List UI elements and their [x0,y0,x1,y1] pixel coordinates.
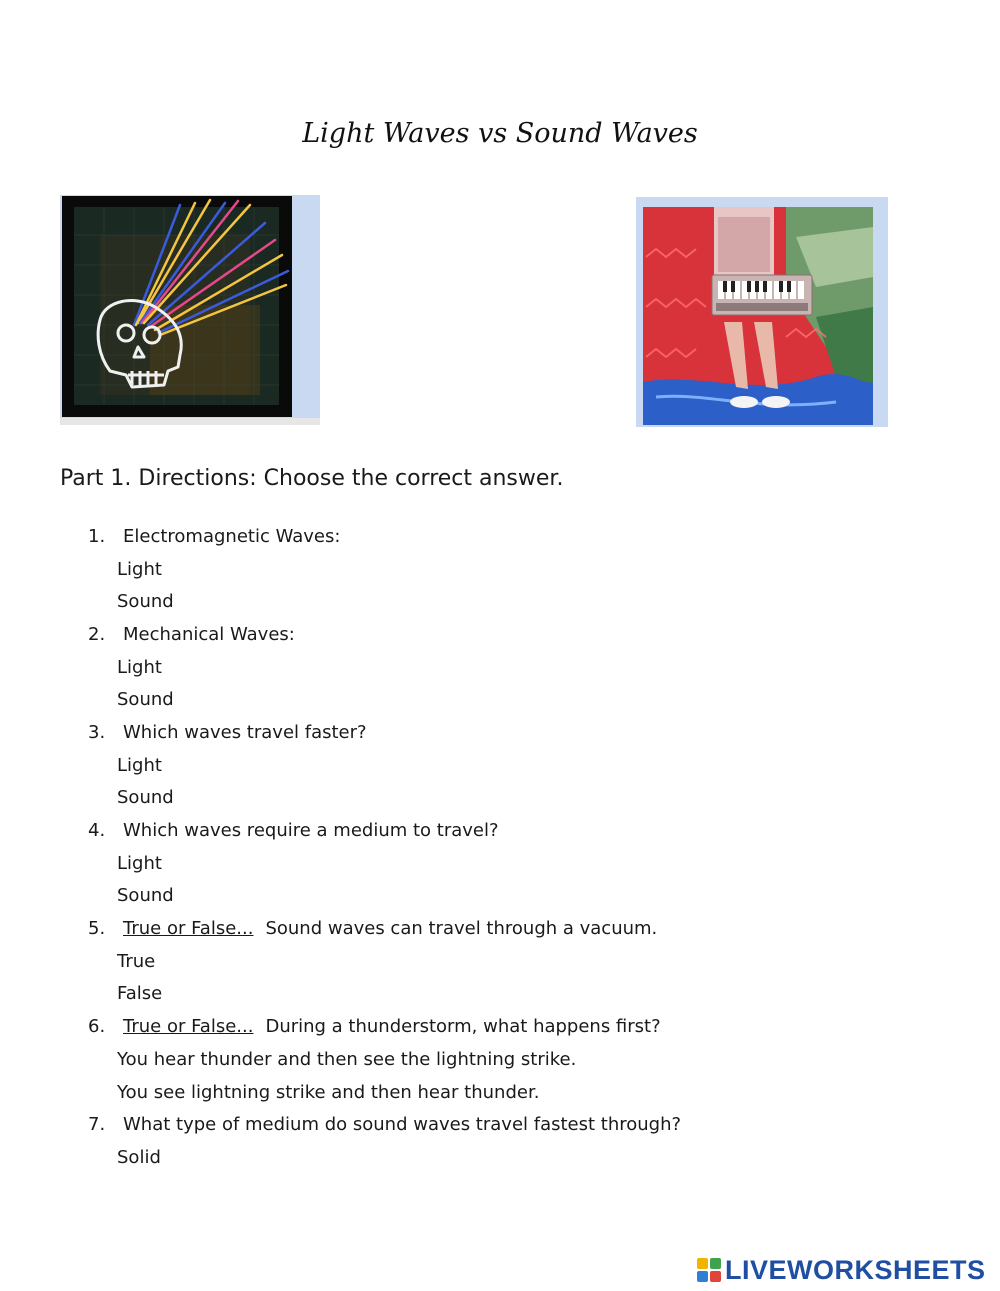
question-text: During a thunderstorm, what happens first? [265,1016,661,1037]
answer-option[interactable]: Sound [117,787,174,808]
true-false-label: True or False... [123,918,254,939]
question-text: Electromagnetic Waves: [123,526,341,547]
sound-waves-image [636,197,888,427]
answer-option[interactable]: You hear thunder and then see the lightning strike. [117,1049,577,1070]
question-4: 4. Which waves require a medium to travel? [88,820,499,841]
true-false-label: True or False... [123,1016,254,1037]
question-text: Mechanical Waves: [123,624,295,645]
question-1: 1. Electromagnetic Waves: [88,526,341,547]
liveworksheets-logo [697,1254,986,1286]
answer-option[interactable]: Sound [117,591,174,612]
question-6: 6. True or False... During a thunderstorm, what happens first? [88,1016,661,1037]
part-1-directions: Part 1. Directions: Choose the correct answer. [60,466,564,491]
light-waves-image [60,195,320,425]
answer-option[interactable]: Light [117,657,162,678]
answer-option[interactable]: Sound [117,689,174,710]
answer-option[interactable]: Sound [117,885,174,906]
answer-option[interactable]: Light [117,853,162,874]
answer-option[interactable]: You see lightning strike and then hear thunder. [117,1082,540,1103]
question-text: Which waves travel faster? [123,722,367,743]
question-text: What type of medium do sound waves travel fastest through? [123,1114,682,1135]
answer-option[interactable]: Light [117,559,162,580]
logo-squares-icon [697,1258,721,1282]
question-3: 3. Which waves travel faster? [88,722,367,743]
question-2: 2. Mechanical Waves: [88,624,295,645]
question-7: 7. What type of medium do sound waves travel fastest through? [88,1114,682,1135]
question-text: Which waves require a medium to travel? [123,820,499,841]
answer-option[interactable]: Solid [117,1147,161,1168]
answer-option[interactable]: Light [117,755,162,776]
worksheet-title: Light Waves vs Sound Waves [302,118,698,149]
question-5: 5. True or False... Sound waves can travel through a vacuum. [88,918,658,939]
answer-option[interactable]: False [117,983,163,1004]
answer-option[interactable]: True [117,951,156,972]
question-text: Sound waves can travel through a vacuum. [265,918,658,939]
brand-wordmark: LIVEWORKSHEETS [725,1254,986,1285]
